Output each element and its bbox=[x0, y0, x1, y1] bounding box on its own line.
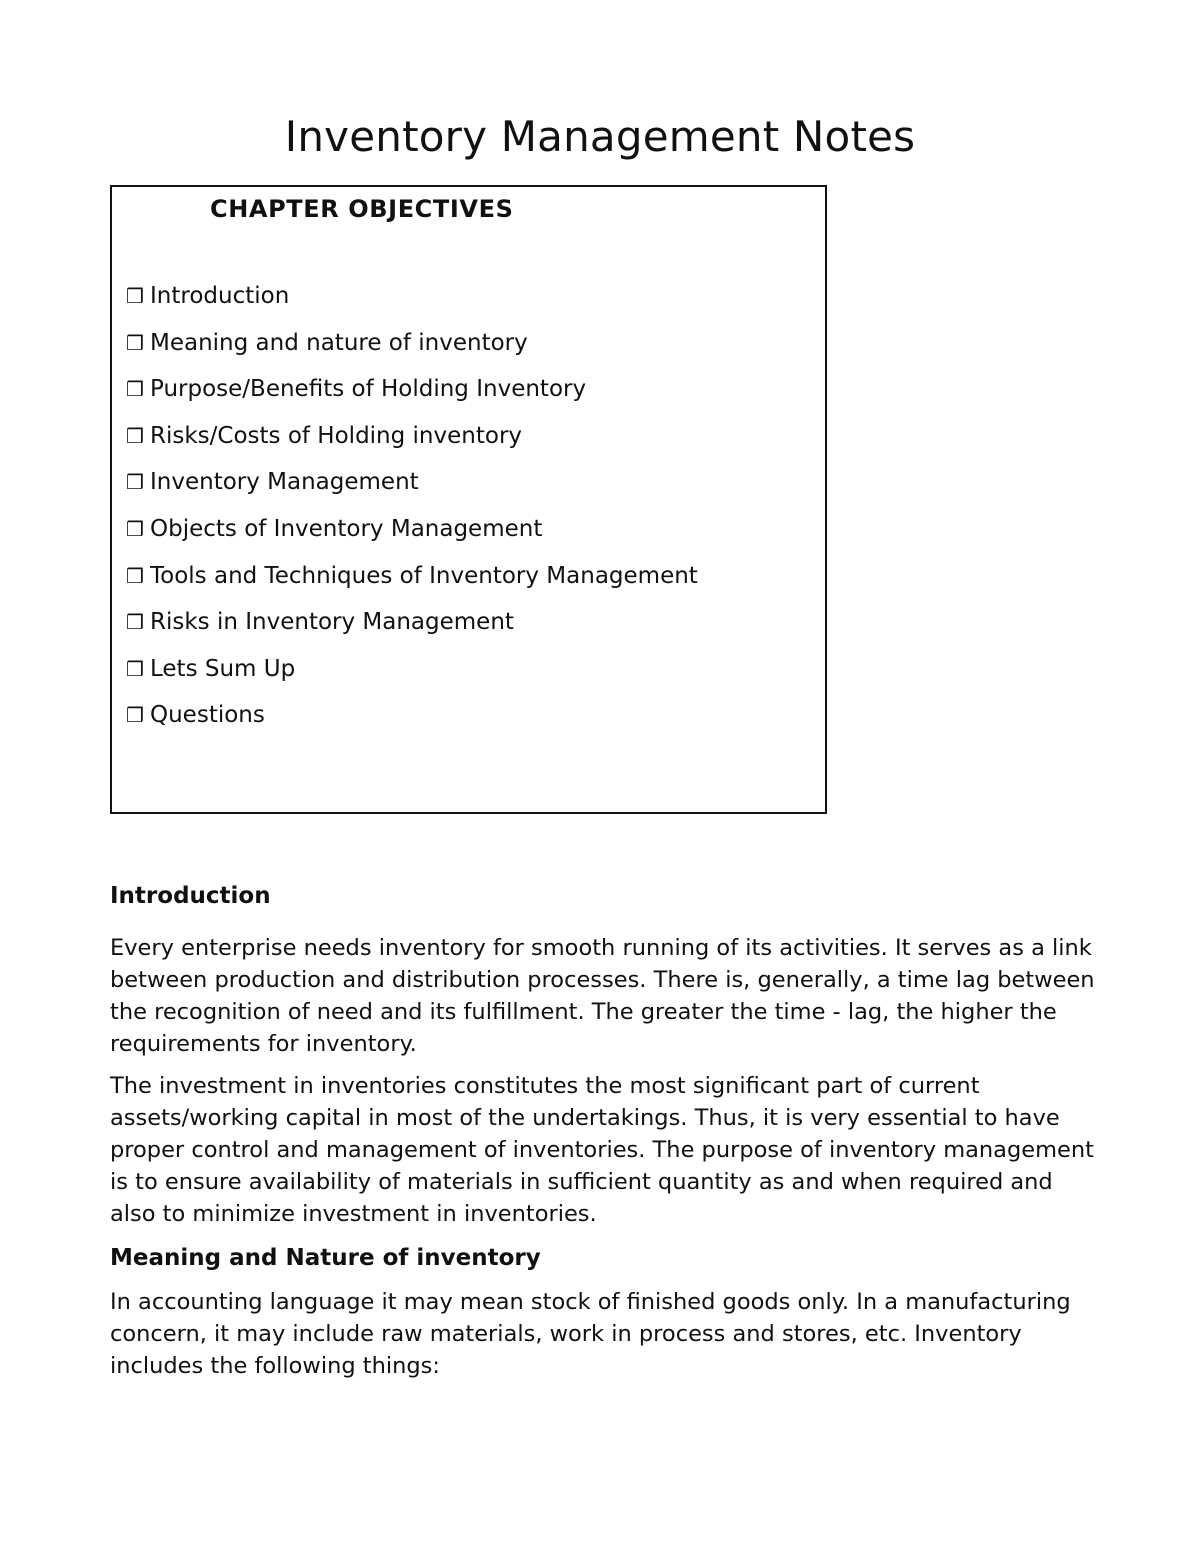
checkbox-bullet-icon: ❒ bbox=[126, 377, 144, 402]
introduction-heading: Introduction bbox=[110, 883, 271, 909]
chapter-objectives-box bbox=[110, 185, 827, 814]
introduction-paragraph: Every enterprise needs inventory for smooth running of its activities. It serves as a link between production and distribution processes. There is, generally, a time lag between the recognition of need and its fulfillment. The greater the time - lag, the higher the requirements for inventory. bbox=[110, 935, 1095, 1057]
objective-item-label: Introduction bbox=[150, 283, 290, 309]
checkbox-bullet-icon: ❒ bbox=[126, 656, 144, 681]
objective-item bbox=[126, 281, 698, 328]
objective-item-label: Risks/Costs of Holding inventory bbox=[150, 422, 523, 449]
introduction-paragraph: The investment in inventories constitutes the most significant part of current assets/working capital in most of the undertakings. Thus, it is very essential to have proper control and management of inventories. The purpose of inventory management is to ensure availability of materials in sufficient quantity as and when required and also to minimize investment in inventories. bbox=[110, 1073, 1094, 1227]
objective-item-label: Lets Sum Up bbox=[150, 655, 296, 682]
document-body bbox=[110, 880, 1100, 1382]
objective-item-label: Inventory Management bbox=[150, 469, 419, 496]
checkbox-bullet-icon: ❒ bbox=[126, 563, 144, 588]
objective-item bbox=[126, 607, 698, 654]
objective-item-label: Objects of Inventory Management bbox=[150, 515, 543, 542]
objective-item bbox=[126, 328, 698, 375]
checkbox-bullet-icon: ❒ bbox=[126, 284, 144, 308]
checkbox-bullet-icon: ❒ bbox=[126, 516, 144, 541]
checkbox-bullet-icon: ❒ bbox=[126, 470, 144, 495]
objective-item-label: Meaning and nature of inventory bbox=[150, 329, 528, 356]
checkbox-bullet-icon: ❒ bbox=[126, 610, 144, 635]
meaning-heading: Meaning and Nature of inventory bbox=[110, 1245, 541, 1271]
objective-item bbox=[126, 654, 698, 701]
objective-item bbox=[126, 421, 698, 468]
page-title: Inventory Management Notes bbox=[284, 112, 916, 161]
checkbox-bullet-icon: ❒ bbox=[126, 330, 144, 355]
chapter-objectives-list bbox=[126, 281, 698, 747]
objective-item-label: Risks in Inventory Management bbox=[150, 609, 514, 636]
objective-item-label: Tools and Techniques of Inventory Management bbox=[150, 562, 698, 589]
objective-item-label: Questions bbox=[150, 702, 265, 729]
chapter-objectives-heading: CHAPTER OBJECTIVES bbox=[210, 195, 514, 223]
checkbox-bullet-icon: ❒ bbox=[126, 423, 144, 448]
objective-item bbox=[126, 467, 698, 514]
meaning-paragraph: In accounting language it may mean stock of finished goods only. In a manufacturing concern, it may include raw materials, work in process and stores, etc. Inventory includes the following things: bbox=[110, 1289, 1071, 1379]
objective-item bbox=[126, 374, 698, 421]
checkbox-bullet-icon: ❒ bbox=[126, 703, 144, 728]
objective-item-label: Purpose/Benefits of Holding Inventory bbox=[150, 376, 587, 403]
objective-item bbox=[126, 514, 698, 561]
objective-item bbox=[126, 700, 698, 747]
objective-item bbox=[126, 561, 698, 608]
